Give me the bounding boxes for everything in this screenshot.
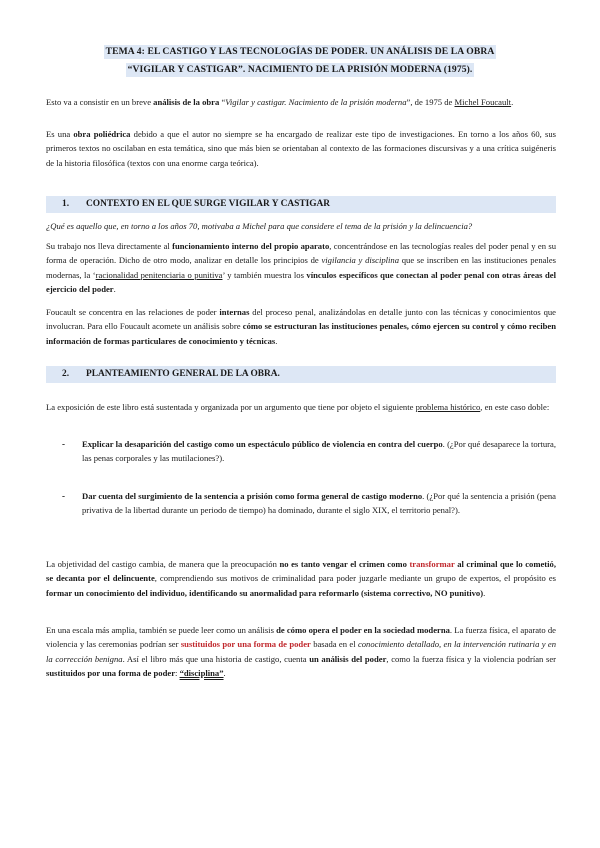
text-run-bold: un análisis del poder	[309, 653, 387, 664]
text-run: :	[175, 667, 180, 678]
text-run: , en este caso doble:	[480, 402, 550, 412]
text-run-underlined: racionalidad penitenciaria o punitiva	[95, 269, 223, 280]
document-title	[66, 41, 534, 77]
text-run-bold: formar un conocimiento del individuo, identificando su anormalidad para reformarlo (sistema correctivo, NO punitivo)	[46, 587, 484, 598]
section-2-paragraph-2	[46, 557, 556, 600]
text-run: . (¿Por qué desaparece la tortura, las penas corporales y las mutilaciones?).	[82, 439, 557, 464]
text-run: .	[275, 335, 278, 346]
section-number: 2.	[62, 369, 70, 379]
text-run: Es una	[46, 129, 74, 139]
text-run: En una escala más amplia, también se puede leer como un análisis	[46, 625, 277, 635]
text-run-highlight: sustituidos por una forma de poder	[180, 639, 311, 650]
text-run: , comprendiendo sus motivos de criminalidad para poder juzgarle mediante un grupo de expertos, el propósito es	[154, 573, 556, 584]
text-run-bold: Explicar la desaparición del castigo como un espectáculo público de violencia en contra del cuerpo	[82, 439, 443, 449]
text-run: basada en el	[310, 639, 358, 650]
text-run: , concentrándose en las tecnologías reales del poder penal y en su forma de operación. Dicho de otro modo, analizar en detalle los principios de	[46, 241, 556, 266]
text-run-italic: conocimiento detallado, en la intervención rutinaria y en la corrección benigna	[46, 639, 556, 664]
text-run: ’ y también muestra los	[222, 269, 307, 280]
text-run-underlined: problema histórico	[415, 402, 481, 412]
text-run: . Así el libro más que una historia de castigo, cuenta	[122, 653, 310, 664]
section-1-question: ¿Qué es aquello que, en torno a los años 70, motivaba a Michel para que considere el tema de la prisión y la delincuencia?	[46, 221, 473, 231]
text-run-bold: sustituidos por una forma de poder	[46, 667, 176, 678]
text-run-bold-underlined: “disciplina”	[179, 667, 224, 678]
text-run-bold: internas	[219, 307, 250, 317]
list-bullet: -	[62, 439, 65, 449]
section-number: 1.	[62, 199, 70, 209]
list-bullet: -	[62, 491, 65, 501]
text-run-bold: Dar cuenta del surgimiento de la sentencia a prisión como forma general de castigo moderno	[82, 491, 423, 501]
text-run: La exposición de este libro está sustentada y organizada por un argumento que tiene por objeto el siguiente	[46, 402, 416, 412]
text-run-highlight: transformar	[409, 559, 455, 569]
text-run-bold: de cómo opera el poder en la sociedad moderna	[276, 625, 450, 635]
text-run: del proceso penal, analizándolas en detalle junto con las técnicas y conocimientos que involucran. Para ello Foucault acomete un análisis sobre	[46, 307, 556, 332]
section-2-paragraph-3	[46, 623, 556, 680]
title-line-1: TEMA 4: EL CASTIGO Y LAS TECNOLOGÍAS DE PODER. UN ANÁLISIS DE LA OBRA	[105, 46, 495, 57]
section-2-heading	[46, 366, 556, 383]
section-title: CONTEXTO EN EL QUE SURGE VIGILAR Y CASTIGAR	[86, 199, 331, 209]
text-run: debido a que el autor no siempre se ha encargado de realizar este tipo de investigaciones. En torno a los años 60, sus primeros textos no oscilaban en esta temática, sino que más bien se orientaban al contexto de las formaciones discursivas y a una crítica suigéneris de la historia filosófica (textos con una enorme carga teórica).	[46, 129, 556, 168]
text-run: .	[223, 667, 226, 678]
text-run-bold: cómo se estructuran las instituciones penales, cómo ejercen su control y cómo reciben información de formas particulares de conocimiento y técnicas	[46, 321, 556, 346]
text-run-bold: funcionamiento interno del propio aparato	[172, 241, 330, 251]
text-run: La objetividad del castigo cambia, de manera que la preocupación	[46, 559, 280, 569]
text-run-bold: no es tanto vengar el crimen como	[279, 559, 410, 569]
intro-paragraph-2	[46, 127, 556, 170]
list-item	[82, 489, 556, 518]
text-run-bold: obra poliédrica	[73, 129, 131, 139]
list-item	[82, 437, 556, 466]
section-2-paragraph-1	[46, 400, 556, 414]
text-run: .	[113, 283, 116, 294]
title-line-2: “VIGILAR Y CASTIGAR”. NACIMIENTO DE LA PRISIÓN MODERNA (1975).	[127, 64, 473, 75]
text-run: . (¿Por qué la sentencia a prisión (pena privativa de la libertad durante un periodo de tiempo) ha dominado, durante el siglo XIX, el territorio penal?).	[82, 491, 556, 516]
text-run: ”, de 1975 de	[406, 97, 455, 107]
text-run: .	[511, 97, 514, 107]
text-run: Su trabajo nos lleva directamente al	[46, 241, 173, 251]
section-title: PLANTEAMIENTO GENERAL DE LA OBRA.	[86, 369, 280, 379]
text-run-bold: vínculos específicos que conectan al poder penal con otras áreas del ejercicio del poder	[46, 269, 556, 294]
section-1-paragraph-2	[46, 305, 556, 348]
text-run: Esto va a consistir en un breve	[46, 97, 154, 107]
text-run-italic: vigilancia y disciplina	[321, 255, 399, 266]
text-run: “	[219, 97, 226, 107]
book-title: Vigilar y castigar. Nacimiento de la prisión moderna	[225, 97, 407, 107]
section-1-paragraph-1	[46, 239, 556, 296]
text-run: que se inscriben en las instituciones penales modernas, la ‘	[46, 255, 557, 280]
section-1-heading	[46, 196, 556, 213]
text-run: Foucault se concentra en las relaciones de poder	[46, 307, 220, 317]
intro-paragraph-1	[46, 95, 556, 109]
text-run: , como la fuerza física y la violencia podrían ser	[386, 653, 557, 664]
author-name: Michel Foucault	[454, 97, 512, 107]
text-run: .	[483, 587, 486, 598]
text-run-bold: al criminal que lo cometió, se decanta por el delincuente	[46, 559, 556, 584]
text-run: . La fuerza física, el aparato de violencia y las ceremonias podrían ser	[46, 625, 556, 650]
text-run-bold: análisis de la obra	[153, 97, 220, 107]
